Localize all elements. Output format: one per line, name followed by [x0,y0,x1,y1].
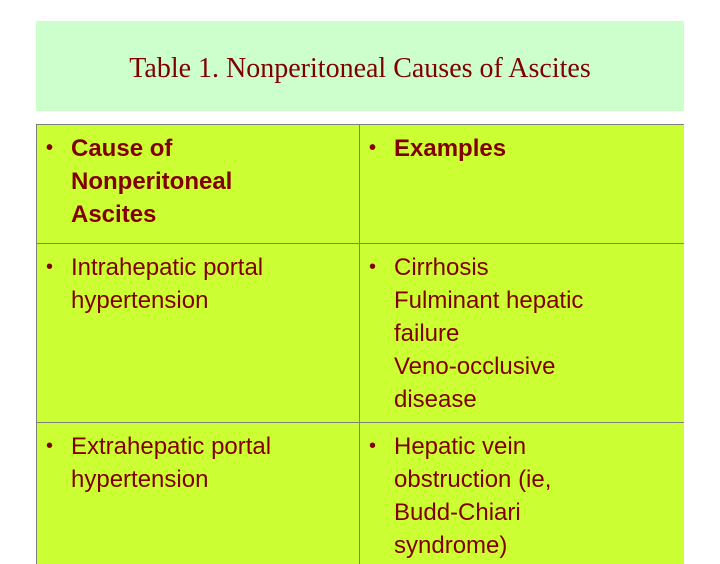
bullet-icon: • [46,132,53,165]
slide-title: Table 1. Nonperitoneal Causes of Ascites [129,53,590,85]
bullet-icon: • [46,251,53,284]
table-row [37,423,685,564]
examples-cell [360,244,685,423]
cause-cell [37,423,360,564]
example-line: Cirrhosis [394,251,674,284]
bullet-icon: • [369,132,376,165]
bullet-icon: • [369,430,376,463]
title-banner [36,21,684,111]
header-cause-line: Ascites [71,198,347,231]
example-line: syndrome) [394,529,674,562]
header-cause-line: Nonperitoneal [71,165,347,198]
cause-cell [37,244,360,423]
example-line: disease [394,383,674,416]
cause-line: hypertension [71,284,347,317]
cause-line: hypertension [71,463,347,496]
cause-line: Intrahepatic portal [71,251,347,284]
table-header-row [37,125,685,244]
header-cell-examples [360,125,685,244]
example-line: Veno-occlusive [394,350,674,383]
example-line: failure [394,317,674,350]
causes-table [36,124,684,564]
header-cause-line: Cause of [71,132,347,165]
cause-line: Extrahepatic portal [71,430,347,463]
header-examples-line: Examples [394,132,674,165]
examples-cell [360,423,685,564]
example-line: Fulminant hepatic [394,284,674,317]
table-row [37,244,685,423]
example-line: Budd-Chiari [394,496,674,529]
example-line: obstruction (ie, [394,463,674,496]
bullet-icon: • [369,251,376,284]
example-line: Hepatic vein [394,430,674,463]
causes-table-container [36,124,684,564]
bullet-icon: • [46,430,53,463]
header-cell-cause [37,125,360,244]
